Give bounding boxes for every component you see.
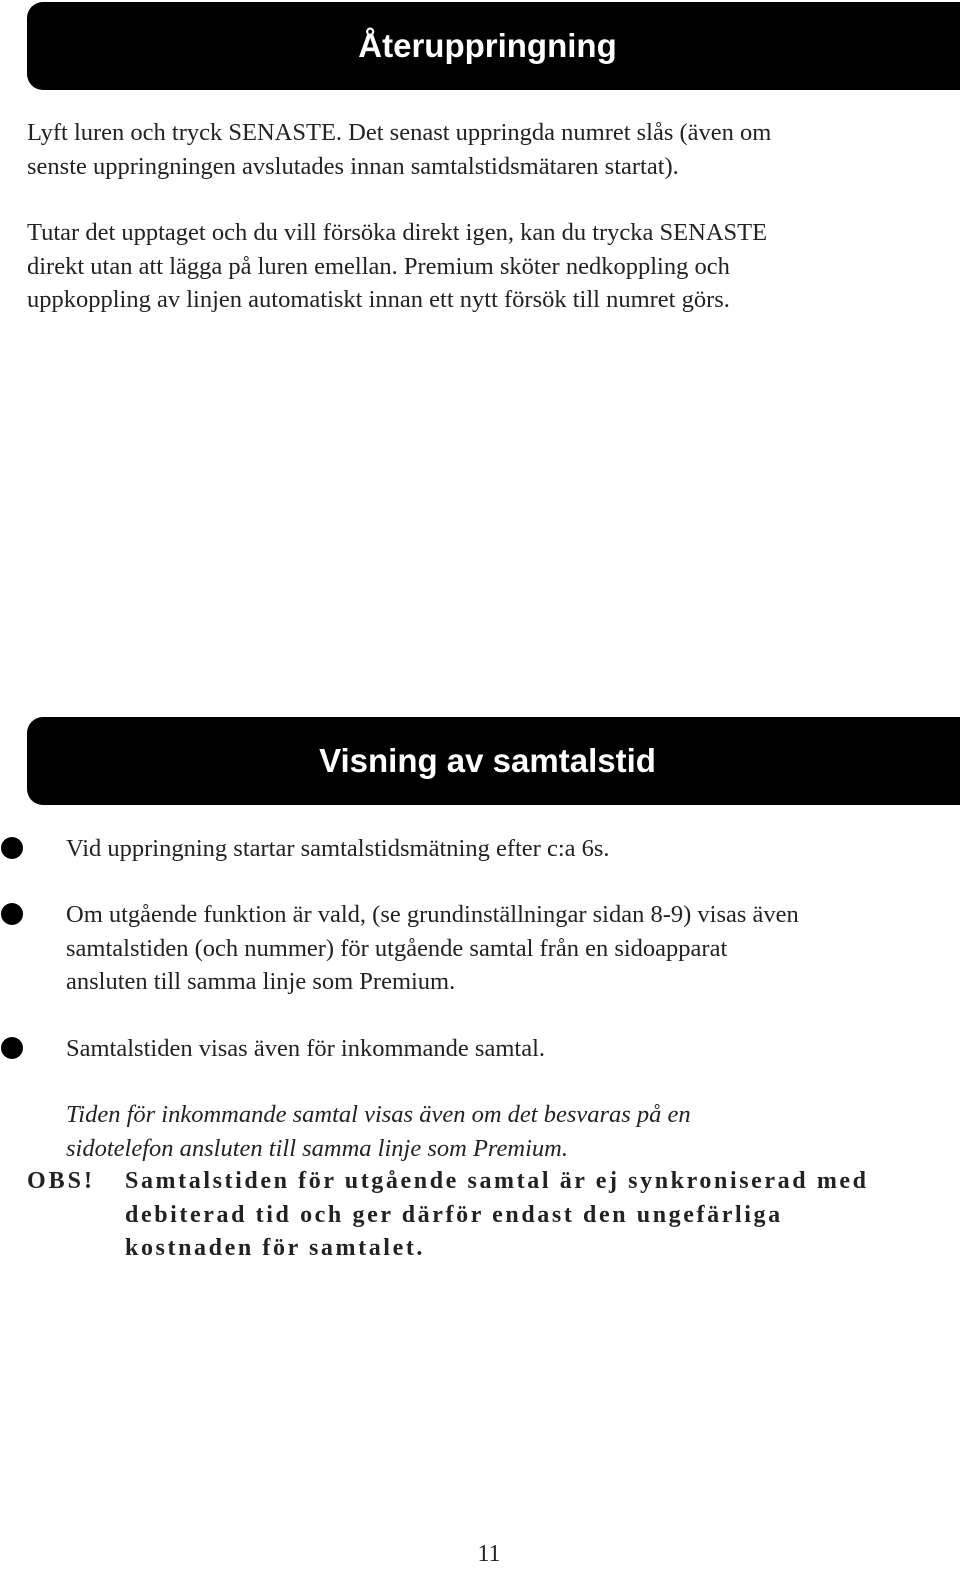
text-line: Samtalstiden visas även för inkommande samtal.: [66, 1035, 546, 1062]
redial-paragraph-1: [27, 116, 947, 183]
bullet-item-3: [66, 1032, 545, 1066]
bullet-icon: [1, 837, 23, 859]
section-title-call-time-text: Visning av samtalstid: [319, 742, 656, 779]
text-line: sidotelefon ansluten till samma linje som Premium.: [66, 1134, 568, 1162]
obs-note: [125, 1165, 869, 1266]
text-line: debiterad tid och ger därför endast den ungefärliga: [125, 1201, 783, 1228]
bullet-item-2: [66, 898, 799, 999]
text-line: senste uppringningen avslutades innan samtalstidsmätaren startat).: [27, 152, 679, 180]
text-line: direkt utan att lägga på luren emellan. Premium sköter nedkoppling och: [27, 252, 730, 280]
text-line: Lyft luren och tryck SENASTE. Det senast uppringda numret slås (även om: [27, 119, 772, 146]
text-line: Samtalstiden för utgående samtal är ej synkroniserad med: [125, 1168, 869, 1194]
section-title-redial: [27, 2, 960, 90]
bullet-icon: [1, 1037, 23, 1059]
text-line: kostnaden för samtalet.: [125, 1235, 426, 1261]
text-line: uppkoppling av linjen automatiskt innan ett nytt försök till numret görs.: [27, 286, 730, 313]
bullet-icon: [1, 903, 23, 925]
text-line: Om utgående funktion är vald, (se grundinställningar sidan 8-9) visas även: [66, 901, 799, 928]
text-line: Vid uppringning startar samtalstidsmätning efter c:a 6s.: [66, 835, 610, 862]
page-number: 11: [477, 1541, 501, 1567]
obs-label: OBS!: [27, 1168, 96, 1194]
text-line: ansluten till samma linje som Premium.: [66, 968, 456, 995]
bullet-item-1: [66, 832, 610, 866]
section-title-call-time: [27, 717, 960, 805]
section-title-redial-text: Återuppringning: [358, 27, 617, 64]
italic-note: [66, 1098, 691, 1165]
text-line: samtalstiden (och nummer) för utgående samtal från en sidoapparat: [66, 934, 728, 962]
text-line: Tiden för inkommande samtal visas även om det besvaras på en: [66, 1101, 691, 1128]
text-line: Tutar det upptaget och du vill försöka direkt igen, kan du trycka SENASTE: [27, 219, 768, 246]
redial-paragraph-2: [27, 216, 947, 317]
